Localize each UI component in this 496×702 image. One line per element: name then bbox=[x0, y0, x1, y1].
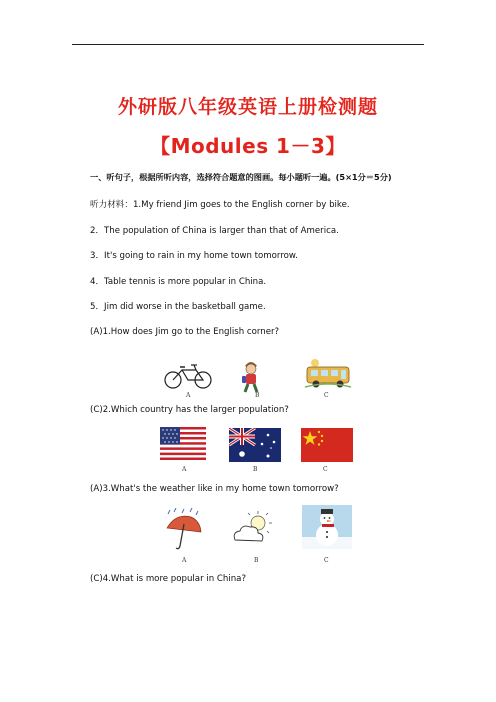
china-flag-icon bbox=[301, 428, 353, 462]
cloud-sun-icon bbox=[230, 510, 274, 548]
option-label-b: B bbox=[253, 466, 258, 473]
option-label-a: A bbox=[186, 392, 191, 399]
bus-icon bbox=[303, 357, 353, 389]
question-text: (C)4.What is more popular in China? bbox=[90, 574, 247, 584]
page-subtitle: 【Modules 1－3】 bbox=[150, 134, 346, 158]
bicycle-icon bbox=[163, 362, 213, 390]
option-label-c: C bbox=[324, 392, 329, 399]
script-line: 2．The population of China is larger than that of America. bbox=[90, 226, 339, 236]
option-label-c: C bbox=[323, 466, 328, 473]
option-label-a: A bbox=[182, 466, 187, 473]
option-label-b: B bbox=[255, 392, 260, 399]
australia-flag-icon bbox=[229, 428, 281, 462]
option-label-b: B bbox=[254, 557, 259, 564]
question-text: (A)1.How does Jim go to the English corner? bbox=[90, 327, 280, 337]
question-text: (A)3.What's the weather like in my home town tomorrow? bbox=[90, 484, 339, 494]
option-label-a: A bbox=[182, 557, 187, 564]
page-title: 外研版八年级英语上册检测题 bbox=[117, 96, 378, 118]
usa-flag-icon bbox=[160, 427, 206, 460]
script-line: 5．Jim did worse in the basketball game. bbox=[90, 302, 266, 312]
umbrella-rain-icon bbox=[164, 508, 202, 552]
snowman-icon bbox=[302, 505, 352, 549]
header-rule bbox=[72, 44, 424, 45]
walking-person-icon bbox=[237, 358, 265, 394]
script-line: 听力材料：1.My friend Jim goes to the English corner by bike. bbox=[90, 200, 350, 210]
script-line: 4．Table tennis is more popular in China. bbox=[90, 277, 267, 287]
script-line: 3．It's going to rain in my home town tomorrow. bbox=[90, 251, 298, 261]
section-heading: 一、听句子，根据所听内容，选择符合题意的图画。每小题听一遍。(5×1分＝5分) bbox=[90, 172, 392, 182]
option-label-c: C bbox=[324, 557, 329, 564]
question-text: (C)2.Which country has the larger population? bbox=[90, 405, 289, 415]
